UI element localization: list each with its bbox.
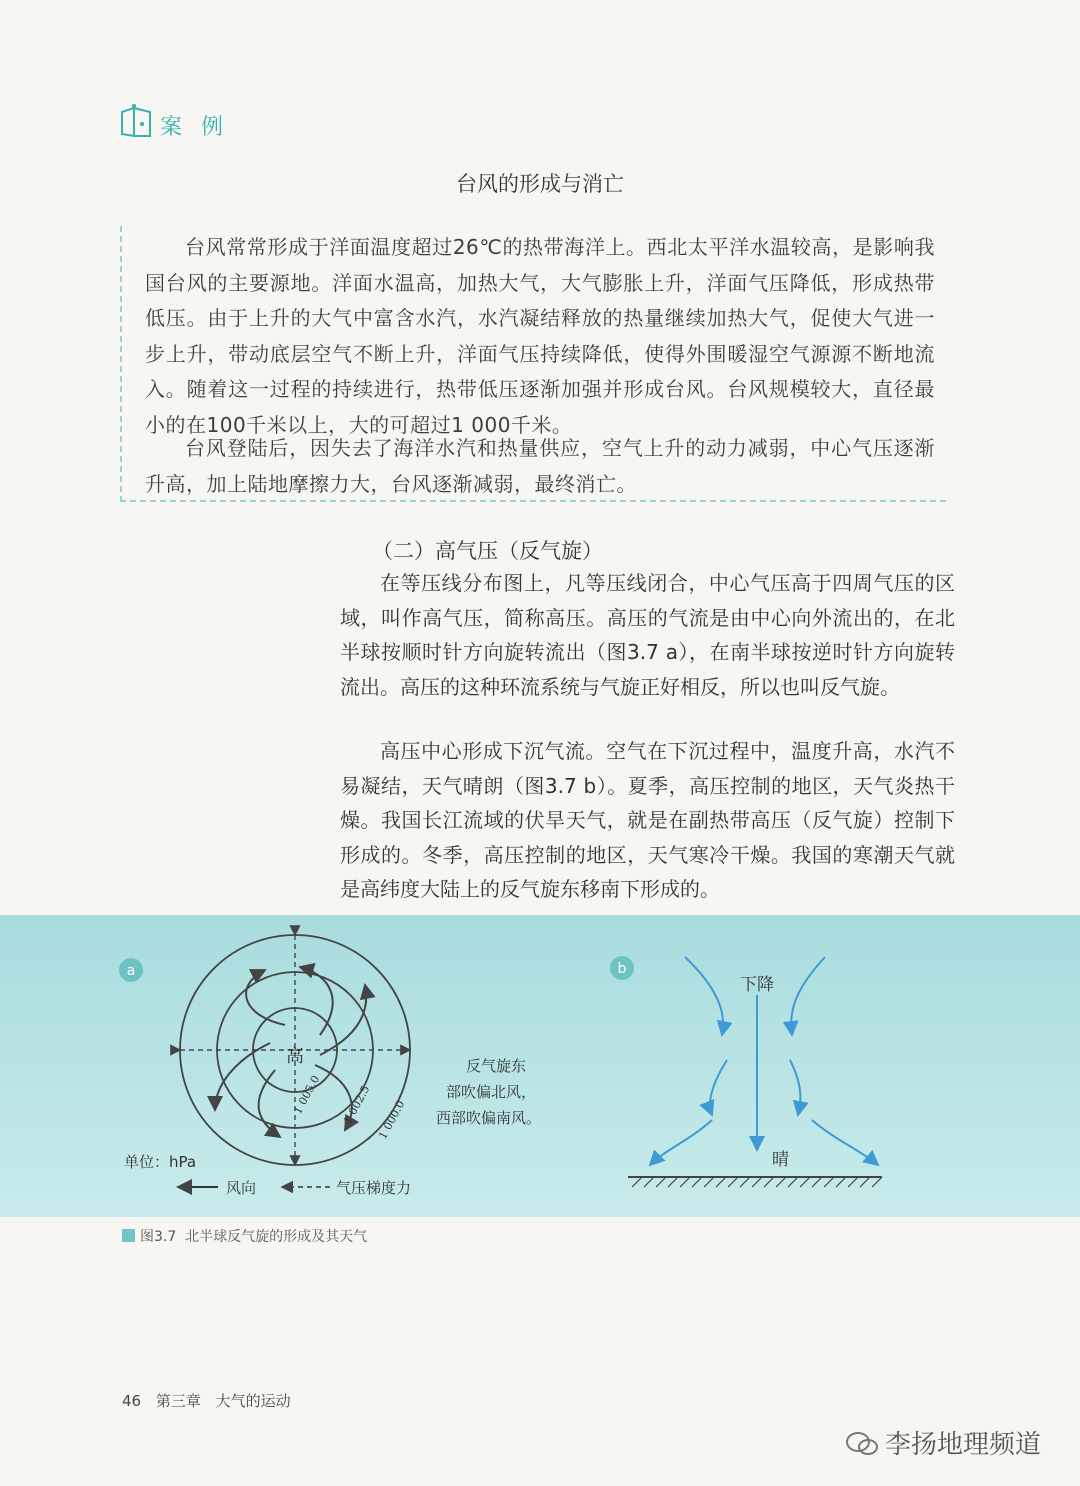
chapter-title: 大气的运动 [215,1392,291,1410]
watermark [845,1424,1041,1461]
isobar-label-1000: 1 000.0 [376,1098,408,1142]
caption-number: 图3.7 [140,1229,177,1245]
chapter-number: 第三章 [155,1392,201,1410]
page-number: 46 [122,1392,142,1410]
panel-a-label: a [126,963,136,979]
caption-text: 北半球反气旋的形成及其天气 [185,1229,368,1245]
body-paragraph-2: 高压中心形成下沉气流。空气在下沉过程中，温度升高，水汽不易凝结，天气晴朗（图3.7 b）。夏季，高压控制的地区，天气炎热干燥。我国长江流域的伏旱天气，就是在副热带高压（反气旋）控制下形成的。冬季，高压控制的地区，天气寒冷干燥。我国的寒潮天气就是高纬度大陆上的反气旋东移南下形成的。 [340,739,955,901]
case-paragraph-2: 台风登陆后，因失去了海洋水汽和热量供应，空气上升的动力减弱，中心气压逐渐升高，加上陆地摩擦力大，台风逐渐减弱，最终消亡。 [145,436,935,496]
clear-weather-label: 晴 [772,1150,789,1170]
figure-diagram [0,915,1080,1217]
caption-marker [122,1229,135,1242]
sinking-label: 下降 [740,975,774,995]
unit-label: 单位：hPa [124,1153,197,1171]
legend-wind-label: 风向 [226,1179,257,1197]
ground-hatching [632,1177,882,1187]
book-icon [118,104,154,140]
figure-caption [122,1226,367,1246]
figure-3-7 [0,915,1080,1217]
note-line-2: 部吹偏北风， [446,1083,537,1101]
case-label: 案 例 [160,115,229,140]
isobar-label-10025: 1 002.5 [341,1083,373,1127]
isobar-label-1005: 1 005.0 [291,1073,323,1117]
chat-bubble-icon [845,1431,879,1457]
page-footer [122,1390,301,1411]
watermark-text: 李扬地理频道 [885,1430,1042,1460]
case-title: 台风的形成与消亡 [456,172,624,196]
section-heading: （二）高气压（反气旋） [372,539,603,563]
note-line-3: 西部吹偏南风。 [436,1109,542,1127]
panel-b-label: b [617,961,627,977]
body-paragraph-1: 在等压线分布图上，凡等压线闭合，中心气压高于四周气压的区域，叫作高气压，简称高压。高压的气流是由中心向外流出的，在北半球按顺时针方向旋转流出（图3.7 a），在南半球按逆时针方向旋转流出。高压的这种环流系统与气旋正好相反，所以也叫反气旋。 [340,571,955,699]
legend-gradient-label: 气压梯度力 [336,1179,412,1197]
center-high-label: 高 [286,1046,304,1067]
case-paragraph-1: 台风常常形成于洋面温度超过26℃的热带海洋上。西北太平洋水温较高，是影响我国台风的主要源地。洋面水温高，加热大气，大气膨胀上升，洋面气压降低，形成热带低压。由于上升的大气中富含水汽，水汽凝结释放的热量继续加热大气，促使大气进一步上升，带动底层空气不断上升，洋面气压持续降低，使得外围暖湿空气源源不断地流入。随着这一过程的持续进行，热带低压逐渐加强并形成台风。台风规模较大，直径最小的在100千米以上，大的可超过1 000千米。 [145,235,935,437]
note-line-1: 反气旋东 [466,1057,527,1075]
